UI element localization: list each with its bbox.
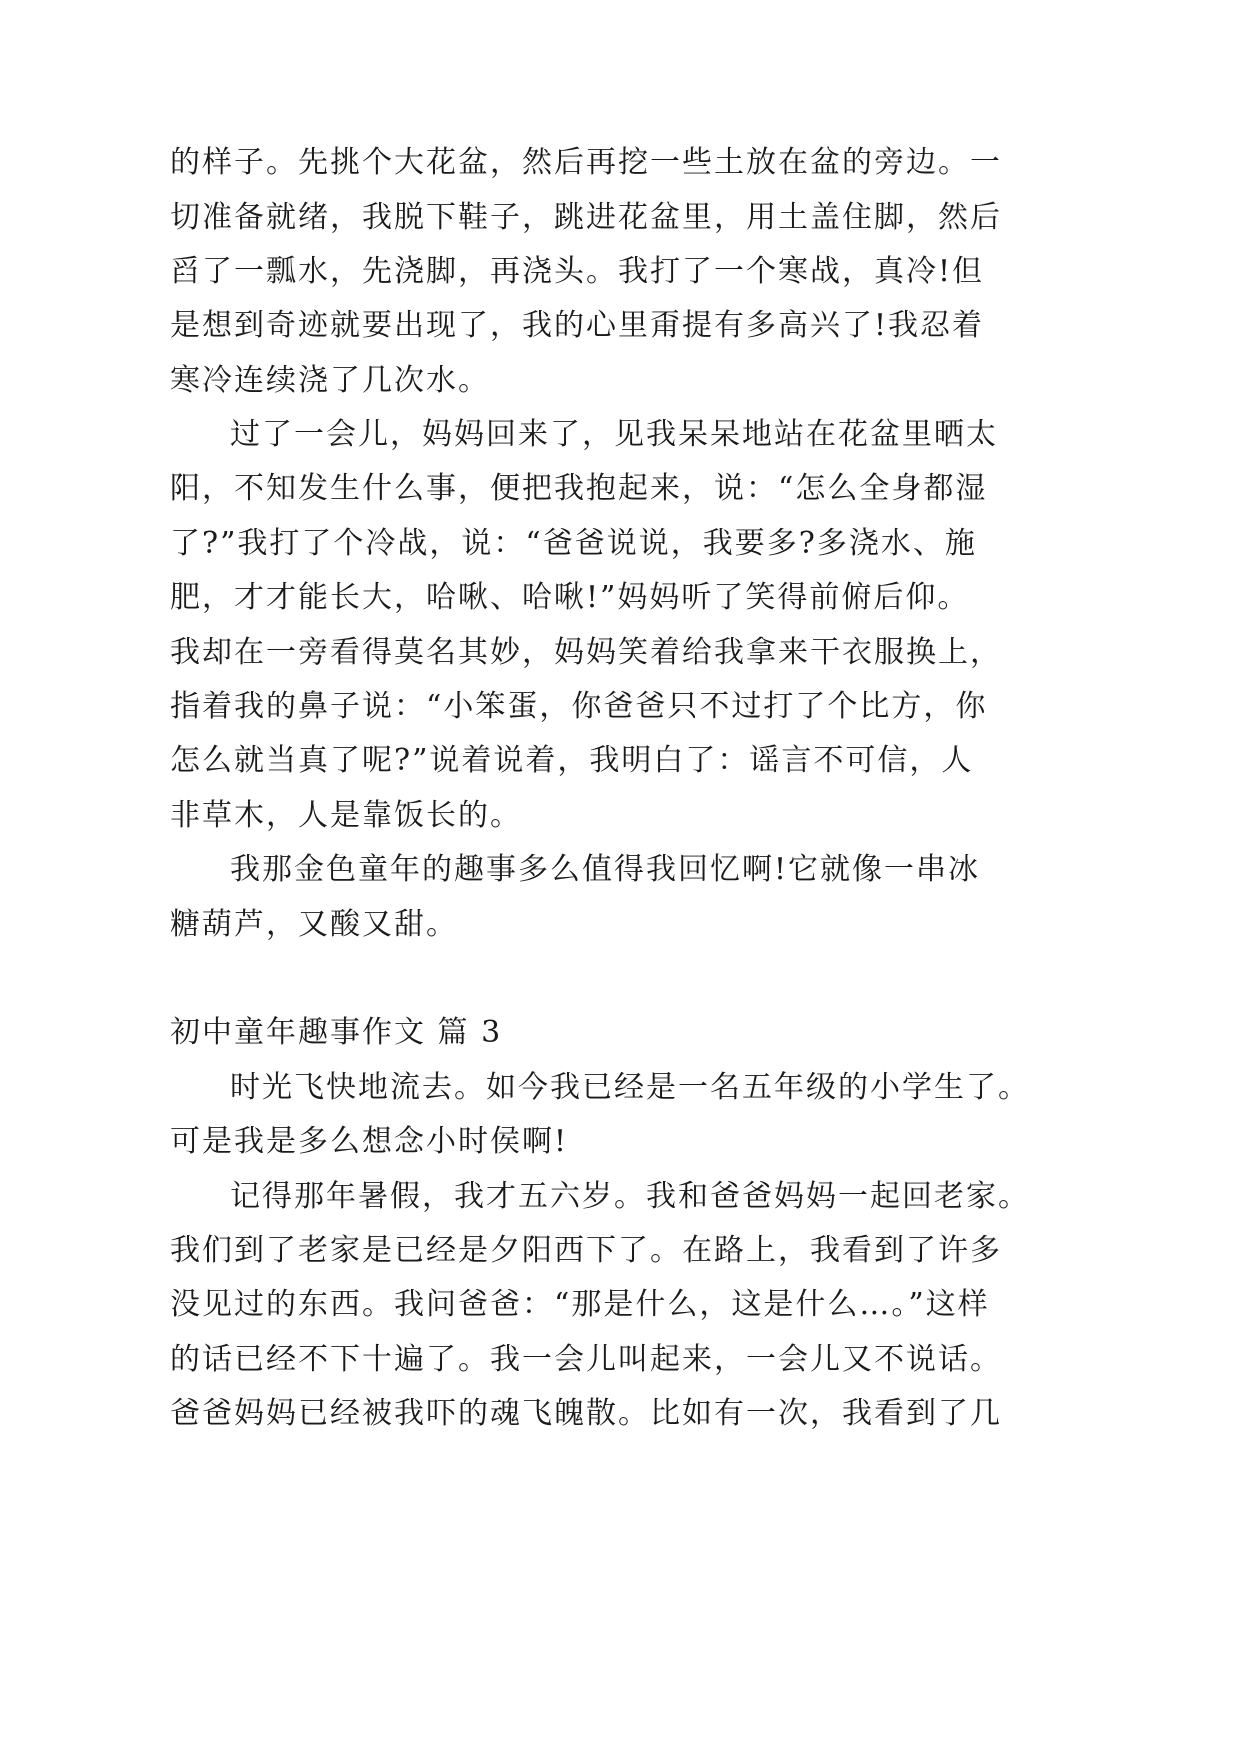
paragraph-2-line-2: 阳，不知发生什么事，便把我抱起来，说：“怎么全身都湿 bbox=[170, 471, 988, 506]
paragraph-2-line-8: 非草木，人是靠饭长的。 bbox=[170, 798, 522, 833]
paragraph-1-line-2: 切准备就绪，我脱下鞋子，跳进花盆里，用土盖住脚，然后 bbox=[170, 200, 1002, 235]
paragraph-2-line-7: 怎么就当真了呢?”说着说着，我明白了：谣言不可信，人 bbox=[170, 743, 974, 778]
paragraph-5-line-3: 没见过的东西。我问爸爸：“那是什么，这是什么…。”这样 bbox=[170, 1287, 990, 1322]
paragraph-5-line-1: 记得那年暑假，我才五六岁。我和爸爸妈妈一起回老家。 bbox=[230, 1179, 1030, 1214]
section-heading: 初中童年趣事作文 篇 3 bbox=[170, 1015, 503, 1050]
paragraph-3-line-2: 糖葫芦，又酸又甜。 bbox=[170, 907, 458, 942]
paragraph-1-line-1: 的样子。先挑个大花盆，然后再挖一些土放在盆的旁边。一 bbox=[170, 145, 1002, 180]
paragraph-2-line-5: 我却在一旁看得莫名其妙，妈妈笑着给我拿来干衣服换上， bbox=[170, 635, 1002, 670]
paragraph-4-line-1: 时光飞快地流去。如今我已经是一名五年级的小学生了。 bbox=[230, 1070, 1030, 1105]
paragraph-3-line-1: 我那金色童年的趣事多么值得我回忆啊!它就像一串冰 bbox=[230, 852, 981, 887]
paragraph-1-line-5: 寒冷连续浇了几次水。 bbox=[170, 363, 490, 398]
paragraph-2-line-3: 了?”我打了个冷战，说：“爸爸说说，我要多?多浇水、施 bbox=[170, 526, 977, 561]
paragraph-4-line-2: 可是我是多么想念小时侯啊! bbox=[170, 1124, 569, 1159]
paragraph-1-line-4: 是想到奇迹就要出现了，我的心里甭提有多高兴了!我忍着 bbox=[170, 308, 985, 343]
paragraph-5-line-5: 爸爸妈妈已经被我吓的魂飞魄散。比如有一次，我看到了几 bbox=[170, 1396, 1002, 1431]
paragraph-5-line-2: 我们到了老家是已经是夕阳西下了。在路上，我看到了许多 bbox=[170, 1233, 1002, 1268]
paragraph-5-line-4: 的话已经不下十遍了。我一会儿叫起来，一会儿又不说话。 bbox=[170, 1342, 1002, 1377]
paragraph-1-line-3: 舀了一瓢水，先浇脚，再浇头。我打了一个寒战，真冷!但 bbox=[170, 254, 985, 289]
paragraph-2-line-4: 肥，才才能长大，哈啾、哈啾!”妈妈听了笑得前俯后仰。 bbox=[170, 580, 970, 615]
paragraph-2-line-1: 过了一会儿，妈妈回来了，见我呆呆地站在花盆里晒太 bbox=[230, 417, 998, 452]
paragraph-2-line-6: 指着我的鼻子说：“小笨蛋，你爸爸只不过打了个比方，你 bbox=[170, 689, 988, 724]
